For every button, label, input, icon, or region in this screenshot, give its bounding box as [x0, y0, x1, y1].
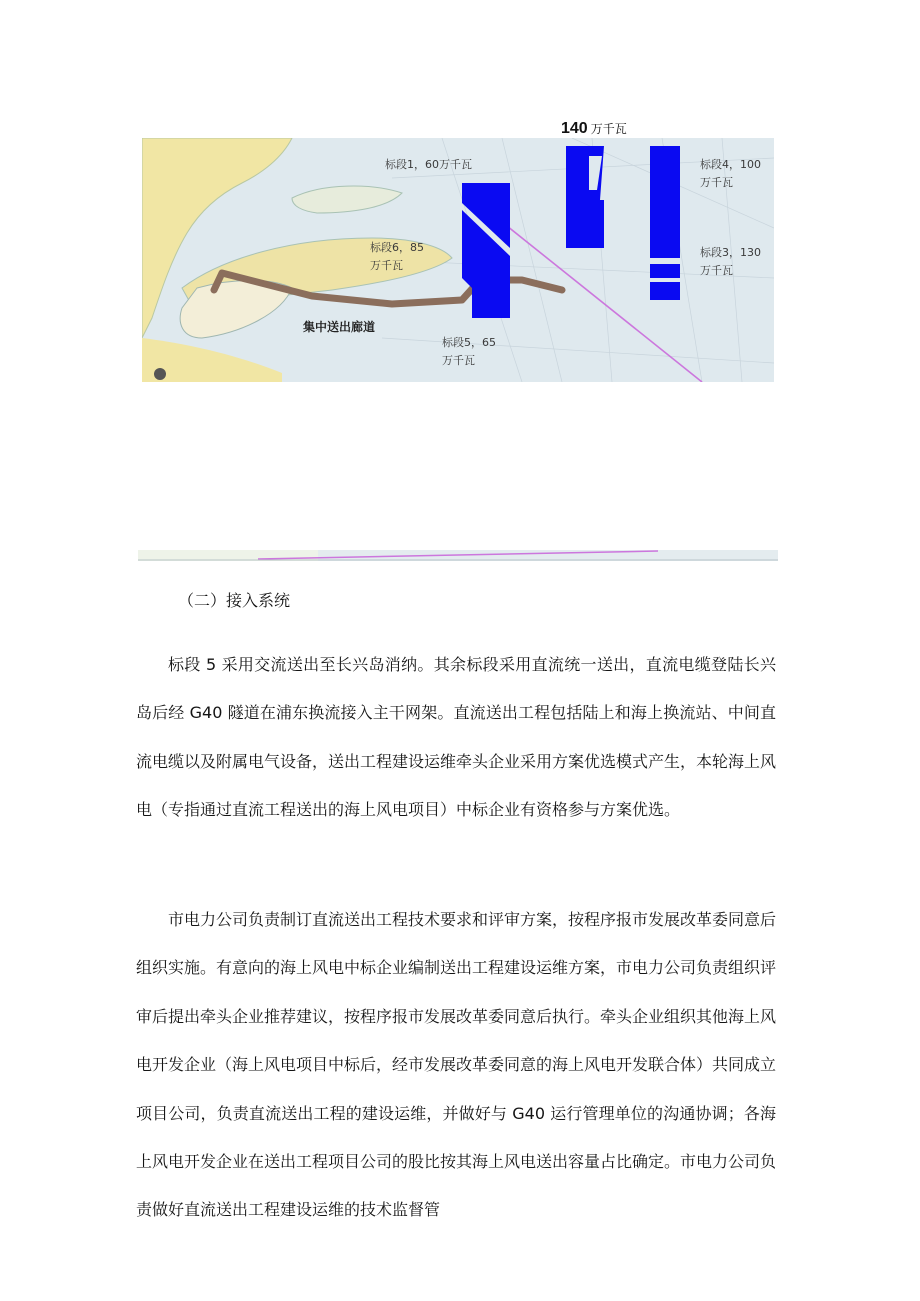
label-segment5-line2: 万千瓦: [442, 354, 475, 367]
caption-unit: 万千瓦: [590, 122, 627, 136]
label-segment6-line2: 万千瓦: [370, 259, 403, 272]
label-segment6-line1: 标段6，85: [370, 241, 424, 254]
paragraph-1-block: [136, 641, 776, 835]
paragraph-2: 市电力公司负责制订直流送出工程技术要求和评审方案，按程序报市发展改革委同意后组织实施。有意向的海上风电中标企业编制送出工程建设运维方案，市电力公司负责组织评审后提出牵头企业推荐建议，按程序报市发展改革委同意后执行。牵头企业组织其他海上风电开发企业（海上风电项目中标后，经市发展改革委同意的海上风电开发联合体）共同成立项目公司，负责直流送出工程的建设运维，并做好与 G40 运行管理单位的沟通协调；各海上风电开发企业在送出工程项目公司的股比按其海上风电送出容量占比确定。市电力公司负责做好直流送出工程建设运维的技术监督管: [136, 910, 777, 1220]
section-heading: （二）接入系统: [178, 591, 291, 610]
label-segment3-line2: 万千瓦: [700, 264, 733, 277]
label-segment4-line1: 标段4，100: [700, 158, 761, 171]
paragraph-2-block: [136, 896, 776, 1235]
paragraph-1: 标段 5 采用交流送出至长兴岛消纳。其余标段采用直流统一送出，直流电缆登陆长兴岛后经 G40 隧道在浦东换流接入主干网架。直流送出工程包括陆上和海上换流站、中间直流电缆以及附属电气设备，送出工程建设运维牵头企业采用方案优选模式产生，本轮海上风电（专指通过直流工程送出的海上风电项目）中标企业有资格参与方案优选。: [136, 655, 777, 820]
label-segment3-line1: 标段3，130: [700, 246, 761, 259]
map-caption: [561, 118, 627, 138]
label-segment5-line1: 标段5，65: [442, 336, 496, 349]
caption-number: 140: [561, 120, 588, 137]
label-corridor: [303, 319, 375, 336]
label-segment4-line2: 万千瓦: [700, 176, 733, 189]
label-segment1: 标段1，60万千瓦: [385, 158, 472, 171]
compass-icon: [154, 368, 166, 380]
wind-block-segment4: [650, 146, 680, 258]
wind-block-segment3: [650, 264, 680, 278]
wind-block-segment3-lower: [650, 282, 680, 300]
corridor-label-text: 集中送出廊道: [303, 320, 376, 334]
figure-fragment-strip: [138, 547, 778, 561]
